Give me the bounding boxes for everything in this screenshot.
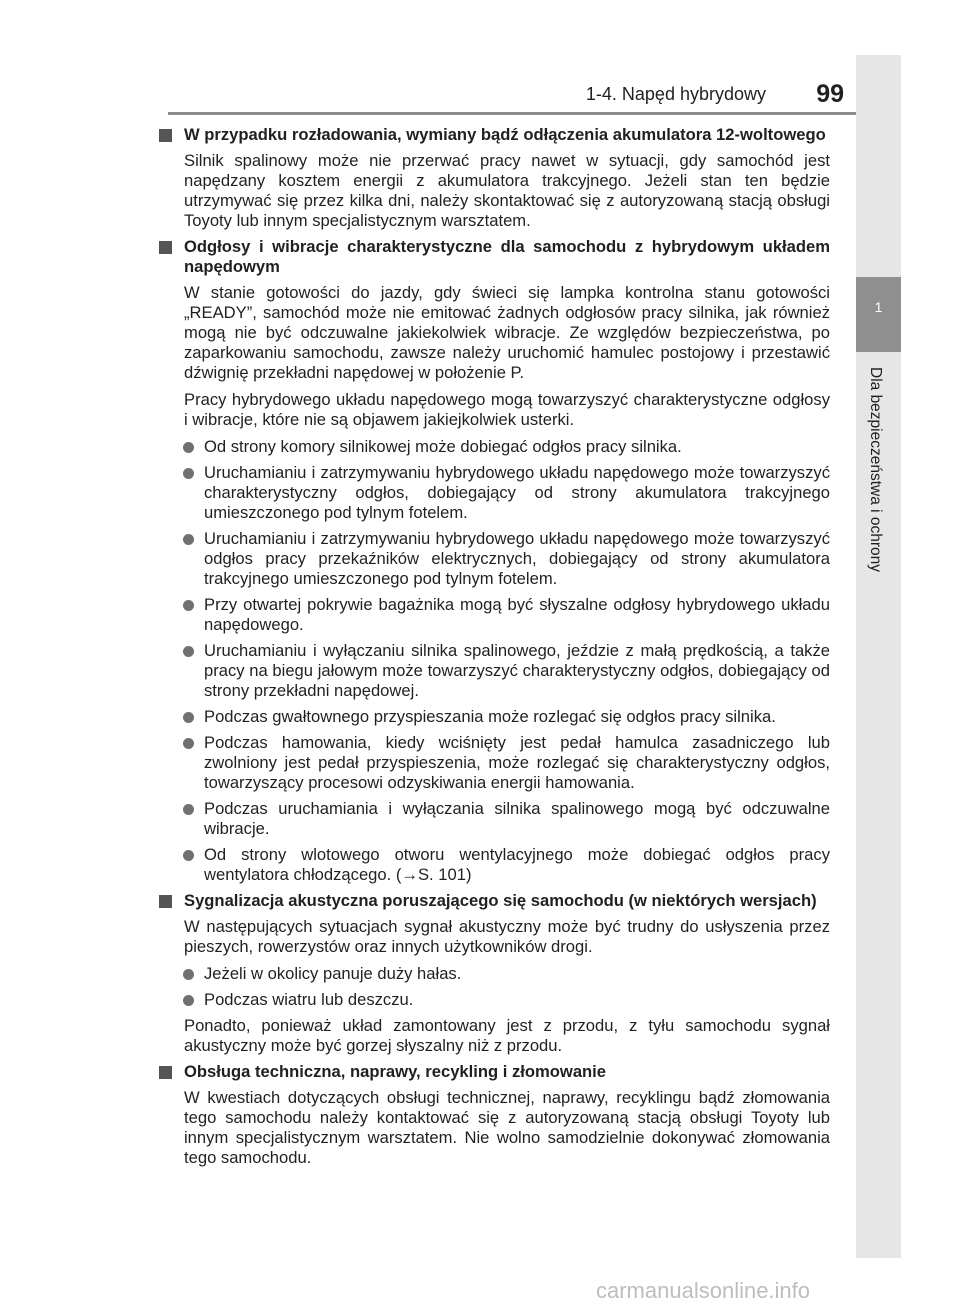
- list-item-text: Uruchamianiu i zatrzymywaniu hybrydowego układu napędowego może towarzyszyć charakterystyczny odgłos, dobiegający od strony akumulatora trakcyjnego umieszczonego pod tylnym fotelem.: [204, 463, 830, 522]
- list-item: [158, 964, 830, 984]
- square-bullet-icon: [159, 241, 172, 254]
- section-heading: [158, 891, 830, 911]
- round-bullet-icon: [183, 969, 194, 980]
- list-item-text: Podczas uruchamiania i wyłączania silnika spalinowego mogą być odczuwalne wibracje.: [204, 799, 830, 838]
- list-item-text: Uruchamianiu i wyłączaniu silnika spalinowego, jeździe z małą prędkością, a także pracy na biegu jałowym może towarzyszyć charakterystyczny odgłos, dobiegający od strony przekładni napędowej.: [204, 641, 830, 700]
- section-maintenance: [158, 1062, 830, 1168]
- round-bullet-icon: [183, 600, 194, 611]
- paragraph: W kwestiach dotyczących obsługi technicznej, naprawy, recyklingu bądź złomowania tego samochodu należy kontaktować się z autoryzowaną stacją obsługi Toyoty lub innym specjalistycznym warsztatem. Nie wolno samodzielnie dokonywać złomowania tego samochodu.: [184, 1088, 830, 1167]
- paragraph: Ponadto, ponieważ układ zamontowany jest z przodu, z tyłu samochodu sygnał akustyczny może być gorzej słyszalny niż z przodu.: [184, 1016, 830, 1055]
- list-item: [158, 595, 830, 635]
- list-item: [158, 733, 830, 793]
- watermark[interactable]: carmanualsonline.info: [596, 1278, 811, 1303]
- square-bullet-icon: [159, 895, 172, 908]
- round-bullet-icon: [183, 646, 194, 657]
- list-item: [158, 437, 830, 457]
- paragraph: W stanie gotowości do jazdy, gdy świeci się lampka kontrolna stanu gotowości „READY”, samochód może nie emitować żadnych odgłosów pracy silnika, jak również mogą nie być odczuwalne jakiekolwiek wibracje. Ze względów bezpieczeństwa, po zaparkowaniu samochodu, zawsze należy uruchomić hamulec postojowy i przestawić dźwignię przekładni napędowej w położenie P.: [184, 283, 830, 382]
- round-bullet-icon: [183, 738, 194, 749]
- list-item-text: Podczas gwałtownego przyspieszania może rozlegać się odgłos pracy silnika.: [204, 707, 776, 726]
- paragraph: Silnik spalinowy może nie przerwać pracy nawet w sytuacji, gdy samochód jest napędzany kosztem energii z akumulatora trakcyjnego. Jeżeli stan ten będzie utrzymywać się przez kilka dni, należy skontaktować się z autoryzowaną stacją obsługi Toyoty lub innym specjalistycznym warsztatem.: [184, 151, 830, 230]
- square-bullet-icon: [159, 1066, 172, 1079]
- section-noises: [158, 237, 830, 885]
- list-item-text: Podczas wiatru lub deszczu.: [204, 990, 414, 1009]
- list-item-text: Przy otwartej pokrywie bagażnika mogą być słyszalne odgłosy hybrydowego układu napędowego.: [204, 595, 830, 634]
- paragraph: W następujących sytuacjach sygnał akustyczny może być trudny do usłyszenia przez pieszych, rowerzystów oraz innych użytkowników drogi.: [184, 917, 830, 956]
- square-bullet-icon: [159, 129, 172, 142]
- list-item-text: Od strony wlotowego otworu wentylacyjnego może dobiegać odgłos pracy wentylatora chłodzącego. (→S. 101): [204, 845, 830, 884]
- round-bullet-icon: [183, 712, 194, 723]
- chapter-tab-number: 1: [874, 299, 883, 315]
- section-acoustic-signal: [158, 891, 830, 1056]
- running-header: 1-4. Napęd hybrydowy: [585, 84, 766, 104]
- page-number: 99: [816, 80, 844, 108]
- header-divider: [168, 112, 856, 115]
- page-body: [158, 125, 830, 1174]
- list-item: [158, 845, 830, 885]
- round-bullet-icon: [183, 995, 194, 1006]
- section-heading: [158, 125, 830, 145]
- round-bullet-icon: [183, 804, 194, 815]
- list-item: [158, 990, 830, 1010]
- round-bullet-icon: [183, 468, 194, 479]
- chapter-tab[interactable]: [856, 277, 901, 352]
- list-item-text: Uruchamianiu i zatrzymywaniu hybrydowego układu napędowego może towarzyszyć odgłos pracy przekaźników elektrycznych, dobiegający od strony akumulatora trakcyjnego umieszczonego pod tylnym fotelem.: [204, 529, 830, 588]
- section-heading-text: Odgłosy i wibracje charakterystyczne dla samochodu z hybrydowym układem napędowym: [184, 237, 830, 276]
- section-heading-text: W przypadku rozładowania, wymiany bądź odłączenia akumulatora 12-woltowego: [184, 125, 826, 144]
- list-item: [158, 529, 830, 589]
- section-battery: [158, 125, 830, 231]
- list-item: [158, 799, 830, 839]
- round-bullet-icon: [183, 534, 194, 545]
- chapter-title: Dla bezpieczeństwa i ochrony: [867, 367, 884, 573]
- list-item-text: Jeżeli w okolicy panuje duży hałas.: [204, 964, 462, 983]
- section-heading-text: Sygnalizacja akustyczna poruszającego się samochodu (w niektórych wersjach): [184, 891, 817, 910]
- list-item: [158, 641, 830, 701]
- chapter-sidebar: [856, 55, 901, 1258]
- section-heading: [158, 237, 830, 277]
- list-item-text: Od strony komory silnikowej może dobiegać odgłos pracy silnika.: [204, 437, 682, 456]
- section-heading: [158, 1062, 830, 1082]
- list-item-text: Podczas hamowania, kiedy wciśnięty jest pedał hamulca zasadniczego lub zwolniony jest pedał przyspieszenia, może rozlegać się charakterystyczny odgłos, towarzyszący procesowi odzyskiwania energii hamowania.: [204, 733, 830, 792]
- paragraph: Pracy hybrydowego układu napędowego mogą towarzyszyć charakterystyczne odgłosy i wibracje, które nie są objawem jakiejkolwiek usterki.: [184, 390, 830, 429]
- round-bullet-icon: [183, 442, 194, 453]
- list-item: [158, 463, 830, 523]
- round-bullet-icon: [183, 850, 194, 861]
- list-item: [158, 707, 830, 727]
- section-heading-text: Obsługa techniczna, naprawy, recykling i złomowanie: [184, 1062, 607, 1081]
